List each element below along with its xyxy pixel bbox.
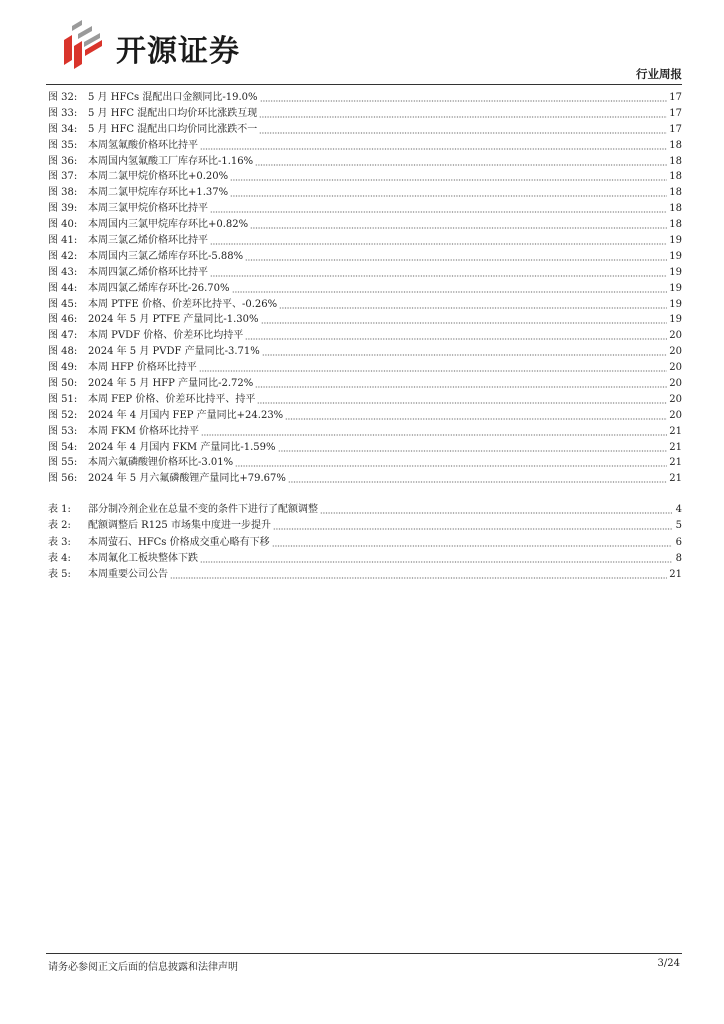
figure-toc-entry-page: 21 bbox=[669, 425, 682, 437]
figure-toc-entry-label: 图 43: bbox=[48, 266, 78, 278]
figure-toc-entry-page: 17 bbox=[669, 107, 682, 119]
figure-toc-entry-leader-dots bbox=[250, 227, 667, 229]
figure-toc-entry-leader-dots bbox=[199, 370, 668, 372]
figure-toc-entry-leader-dots bbox=[262, 354, 668, 356]
figure-toc-entry-label: 图 41: bbox=[48, 235, 78, 247]
figure-toc-entry[interactable] bbox=[48, 297, 682, 313]
figure-toc-entry-leader-dots bbox=[232, 291, 668, 293]
table-toc-entry-title: 本周萤石、HFCs 价格成交重心略有下移 bbox=[88, 536, 270, 548]
figure-toc-entry-label: 图 33: bbox=[48, 107, 78, 119]
figure-toc-entry[interactable] bbox=[48, 265, 682, 281]
figure-toc-entry[interactable] bbox=[48, 138, 682, 154]
figure-toc-entry[interactable] bbox=[48, 90, 682, 106]
figure-toc-entry[interactable] bbox=[48, 233, 682, 249]
figure-toc-entry-leader-dots bbox=[285, 418, 667, 420]
table-toc-entry[interactable] bbox=[48, 518, 682, 534]
report-type-label: 行业周报 bbox=[636, 67, 682, 81]
figure-toc-entry-title: 本周 HFP 价格环比持平 bbox=[88, 362, 197, 374]
figure-toc-entry[interactable] bbox=[48, 376, 682, 392]
footer-disclaimer: 请务必参阅正文后面的信息披露和法律声明 bbox=[48, 962, 238, 973]
figure-toc-entry-page: 20 bbox=[669, 330, 682, 342]
page-number: 3/24 bbox=[657, 958, 680, 969]
figure-toc-entry-title: 本周 PVDF 价格、价差环比均持平 bbox=[88, 330, 244, 342]
figure-toc-entry-label: 图 45: bbox=[48, 298, 78, 310]
table-toc-entry-title: 部分制冷剂企业在总量不变的条件下进行了配额调整 bbox=[88, 504, 318, 515]
figure-toc-entry[interactable] bbox=[48, 392, 682, 408]
table-toc-entry-leader-dots bbox=[272, 545, 672, 547]
figure-toc-entry-page: 18 bbox=[669, 219, 682, 231]
figure-toc-entry-leader-dots bbox=[210, 243, 667, 245]
figure-toc-entry-title: 本周 FKM 价格环比持平 bbox=[88, 425, 200, 437]
figure-toc-entry-title: 2024 年 4 月国内 FKM 产量同比-1.59% bbox=[88, 441, 276, 453]
figure-toc-entry-label: 图 55: bbox=[48, 457, 78, 469]
figure-toc-entry-title: 本周六氟磷酸锂价格环比-3.01% bbox=[88, 457, 234, 469]
figure-toc-entry-label: 图 54: bbox=[48, 441, 78, 453]
figure-toc-entry-title: 本周二氯甲烷库存环比+1.37% bbox=[88, 187, 229, 199]
figure-toc-entry-label: 图 44: bbox=[48, 282, 78, 294]
figure-toc-entry-leader-dots bbox=[260, 100, 668, 102]
figure-toc-entry-label: 图 49: bbox=[48, 362, 78, 374]
table-toc-entry[interactable] bbox=[48, 551, 682, 567]
table-toc-entry-title: 本周氟化工板块整体下跌 bbox=[88, 552, 198, 564]
figure-toc-entry-page: 19 bbox=[669, 266, 682, 278]
figure-toc-entry[interactable] bbox=[48, 312, 682, 328]
table-toc-entry[interactable] bbox=[48, 567, 682, 583]
figure-toc-entry-page: 21 bbox=[669, 457, 682, 469]
figure-toc-entry-leader-dots bbox=[230, 179, 667, 181]
figure-toc-entry-title: 2024 年 5 月 PTFE 产量同比-1.30% bbox=[88, 314, 259, 326]
figure-toc-entry-title: 本周国内氢氟酸工厂库存环比-1.16% bbox=[88, 155, 254, 167]
table-toc-list bbox=[48, 502, 682, 583]
figure-toc-entry[interactable] bbox=[48, 217, 682, 233]
figure-toc-entry-page: 21 bbox=[669, 473, 682, 485]
table-toc-entry[interactable] bbox=[48, 502, 682, 518]
table-toc-entry-title: 本周重要公司公告 bbox=[88, 569, 168, 581]
figure-toc-entry-title: 5 月 HFC 混配出口均价同比涨跌不一 bbox=[88, 123, 258, 135]
figure-toc-entry-title: 本周二氯甲烷价格环比+0.20% bbox=[88, 171, 229, 183]
figure-toc-entry-leader-dots bbox=[210, 211, 667, 213]
figure-toc-entry[interactable] bbox=[48, 201, 682, 217]
figure-toc-entry[interactable] bbox=[48, 424, 682, 440]
figure-toc-entry-title: 本周 PTFE 价格、价差环比持平、-0.26% bbox=[88, 298, 278, 310]
figure-toc-entry[interactable] bbox=[48, 185, 682, 201]
table-toc-entry-page: 21 bbox=[669, 569, 682, 581]
figure-toc-entry-page: 21 bbox=[669, 441, 682, 453]
figure-toc-entry-title: 本周三氯乙烯价格环比持平 bbox=[88, 235, 208, 247]
figure-toc-entry-page: 19 bbox=[669, 314, 682, 326]
figure-toc-entry-title: 2024 年 5 月六氟磷酸锂产量同比+79.67% bbox=[88, 473, 286, 485]
figure-toc-entry-leader-dots bbox=[200, 148, 667, 150]
figure-toc-entry[interactable] bbox=[48, 154, 682, 170]
figure-toc-entry-leader-dots bbox=[278, 450, 668, 452]
figure-toc-entry-page: 17 bbox=[669, 92, 682, 103]
figure-toc-entry-label: 图 51: bbox=[48, 393, 78, 405]
figure-toc-entry-page: 20 bbox=[669, 409, 682, 421]
table-toc-entry-title: 配额调整后 R125 市场集中度进一步提升 bbox=[88, 520, 271, 532]
figure-toc-entry-label: 图 39: bbox=[48, 203, 78, 215]
footer-divider bbox=[46, 953, 682, 954]
figure-toc-entry-leader-dots bbox=[230, 195, 667, 197]
figure-toc-entry-title: 本周国内三氯乙烯库存环比-5.88% bbox=[88, 250, 244, 262]
figure-toc-entry-leader-dots bbox=[288, 481, 667, 483]
logo-mark-icon bbox=[58, 20, 110, 70]
figure-toc-entry-label: 图 32: bbox=[48, 92, 78, 103]
figure-toc-entry-label: 图 46: bbox=[48, 314, 78, 326]
figure-toc-entry-title: 5 月 HFC 混配出口均价环比涨跌互现 bbox=[88, 107, 258, 119]
figure-toc-entry-leader-dots bbox=[255, 164, 667, 166]
figure-toc-entry-page: 18 bbox=[669, 139, 682, 151]
figure-toc-entry-title: 5 月 HFCs 混配出口金额同比-19.0% bbox=[88, 92, 258, 103]
figure-toc-entry-title: 本周国内三氯甲烷库存环比+0.82% bbox=[88, 219, 249, 231]
figure-toc-entry-leader-dots bbox=[259, 116, 667, 118]
figure-toc-entry-title: 2024 年 5 月 PVDF 产量同比-3.71% bbox=[88, 346, 260, 358]
table-toc-entry[interactable] bbox=[48, 535, 682, 551]
figure-toc-entry-label: 图 38: bbox=[48, 187, 78, 199]
figure-toc-entry-page: 19 bbox=[669, 282, 682, 294]
figure-toc-entry-leader-dots bbox=[257, 402, 667, 404]
figure-toc-entry-label: 图 53: bbox=[48, 425, 78, 437]
logo-text: 开源证券 bbox=[116, 34, 240, 69]
figure-toc-entry-leader-dots bbox=[279, 307, 667, 309]
figure-toc-entry-label: 图 34: bbox=[48, 123, 78, 135]
figure-toc-entry-page: 20 bbox=[669, 393, 682, 405]
table-toc-entry-page: 4 bbox=[675, 504, 682, 515]
figure-toc-entry-title: 本周 FEP 价格、价差环比持平、持平 bbox=[88, 393, 256, 405]
figure-toc-entry[interactable] bbox=[48, 455, 682, 471]
table-toc-entry-leader-dots bbox=[170, 577, 667, 579]
figure-toc-entry-label: 图 52: bbox=[48, 409, 78, 421]
figure-toc-entry-leader-dots bbox=[259, 132, 667, 134]
figure-toc-entry-page: 20 bbox=[669, 346, 682, 358]
figure-toc-entry-title: 本周四氯乙烯价格环比持平 bbox=[88, 266, 208, 278]
table-toc-entry-leader-dots bbox=[200, 561, 672, 563]
figure-toc-list bbox=[48, 90, 682, 487]
figure-toc-entry-page: 17 bbox=[669, 123, 682, 135]
figure-toc-entry[interactable] bbox=[48, 471, 682, 487]
figure-toc-entry-label: 图 40: bbox=[48, 219, 78, 231]
table-toc-entry-label: 表 4: bbox=[48, 552, 71, 564]
figure-toc-entry-title: 2024 年 5 月 HFP 产量同比-2.72% bbox=[88, 378, 254, 390]
figure-toc-entry-title: 本周氢氟酸价格环比持平 bbox=[88, 139, 198, 151]
figure-toc-entry[interactable] bbox=[48, 122, 682, 138]
table-toc-entry-leader-dots bbox=[320, 512, 672, 514]
table-toc-entry-label: 表 1: bbox=[48, 504, 71, 515]
figure-toc-entry-label: 图 50: bbox=[48, 378, 78, 390]
company-logo bbox=[58, 20, 273, 70]
figure-toc-entry[interactable] bbox=[48, 249, 682, 265]
figure-toc-entry[interactable] bbox=[48, 328, 682, 344]
figure-toc-entry-page: 18 bbox=[669, 187, 682, 199]
figure-toc-entry-page: 18 bbox=[669, 171, 682, 183]
figure-toc-entry-page: 20 bbox=[669, 378, 682, 390]
figure-toc-entry-page: 18 bbox=[669, 203, 682, 215]
figure-toc-entry-label: 图 56: bbox=[48, 473, 78, 485]
figure-toc-entry[interactable] bbox=[48, 344, 682, 360]
figure-toc-entry-page: 19 bbox=[669, 298, 682, 310]
table-toc-entry-page: 8 bbox=[675, 552, 682, 564]
figure-toc-entry[interactable] bbox=[48, 408, 682, 424]
figure-toc-entry-page: 18 bbox=[669, 155, 682, 167]
header-divider bbox=[46, 84, 682, 85]
figure-toc-entry-page: 19 bbox=[669, 235, 682, 247]
figure-toc-entry-page: 19 bbox=[669, 250, 682, 262]
figure-toc-entry-leader-dots bbox=[245, 259, 667, 261]
figure-toc-entry-label: 图 47: bbox=[48, 330, 78, 342]
figure-toc-entry[interactable] bbox=[48, 169, 682, 185]
figure-toc-entry-title: 本周四氯乙烯库存环比-26.70% bbox=[88, 282, 230, 294]
figure-toc-entry[interactable] bbox=[48, 440, 682, 456]
figure-toc-entry-leader-dots bbox=[245, 338, 667, 340]
figure-toc-entry[interactable] bbox=[48, 281, 682, 297]
figure-toc-entry[interactable] bbox=[48, 106, 682, 122]
figure-toc-entry-label: 图 48: bbox=[48, 346, 78, 358]
figure-toc-entry-leader-dots bbox=[255, 386, 667, 388]
figure-toc-entry[interactable] bbox=[48, 360, 682, 376]
table-toc-entry-page: 5 bbox=[675, 520, 682, 532]
figure-toc-entry-leader-dots bbox=[235, 465, 667, 467]
table-toc-entry-leader-dots bbox=[273, 528, 672, 530]
figure-toc-entry-leader-dots bbox=[261, 322, 668, 324]
table-toc-entry-page: 6 bbox=[675, 536, 682, 548]
figure-toc-entry-leader-dots bbox=[210, 275, 667, 277]
figure-toc-entry-label: 图 42: bbox=[48, 250, 78, 262]
figure-toc-entry-label: 图 37: bbox=[48, 171, 78, 183]
table-toc-entry-label: 表 5: bbox=[48, 569, 71, 581]
figure-toc-entry-label: 图 35: bbox=[48, 139, 78, 151]
table-toc-entry-label: 表 3: bbox=[48, 536, 71, 548]
figure-toc-entry-leader-dots bbox=[201, 434, 667, 436]
figure-toc-entry-title: 2024 年 4 月国内 FEP 产量同比+24.23% bbox=[88, 409, 284, 421]
figure-toc-entry-title: 本周三氯甲烷价格环比持平 bbox=[88, 203, 208, 215]
figure-toc-entry-label: 图 36: bbox=[48, 155, 78, 167]
figure-toc-entry-page: 20 bbox=[669, 362, 682, 374]
table-toc-entry-label: 表 2: bbox=[48, 520, 71, 532]
